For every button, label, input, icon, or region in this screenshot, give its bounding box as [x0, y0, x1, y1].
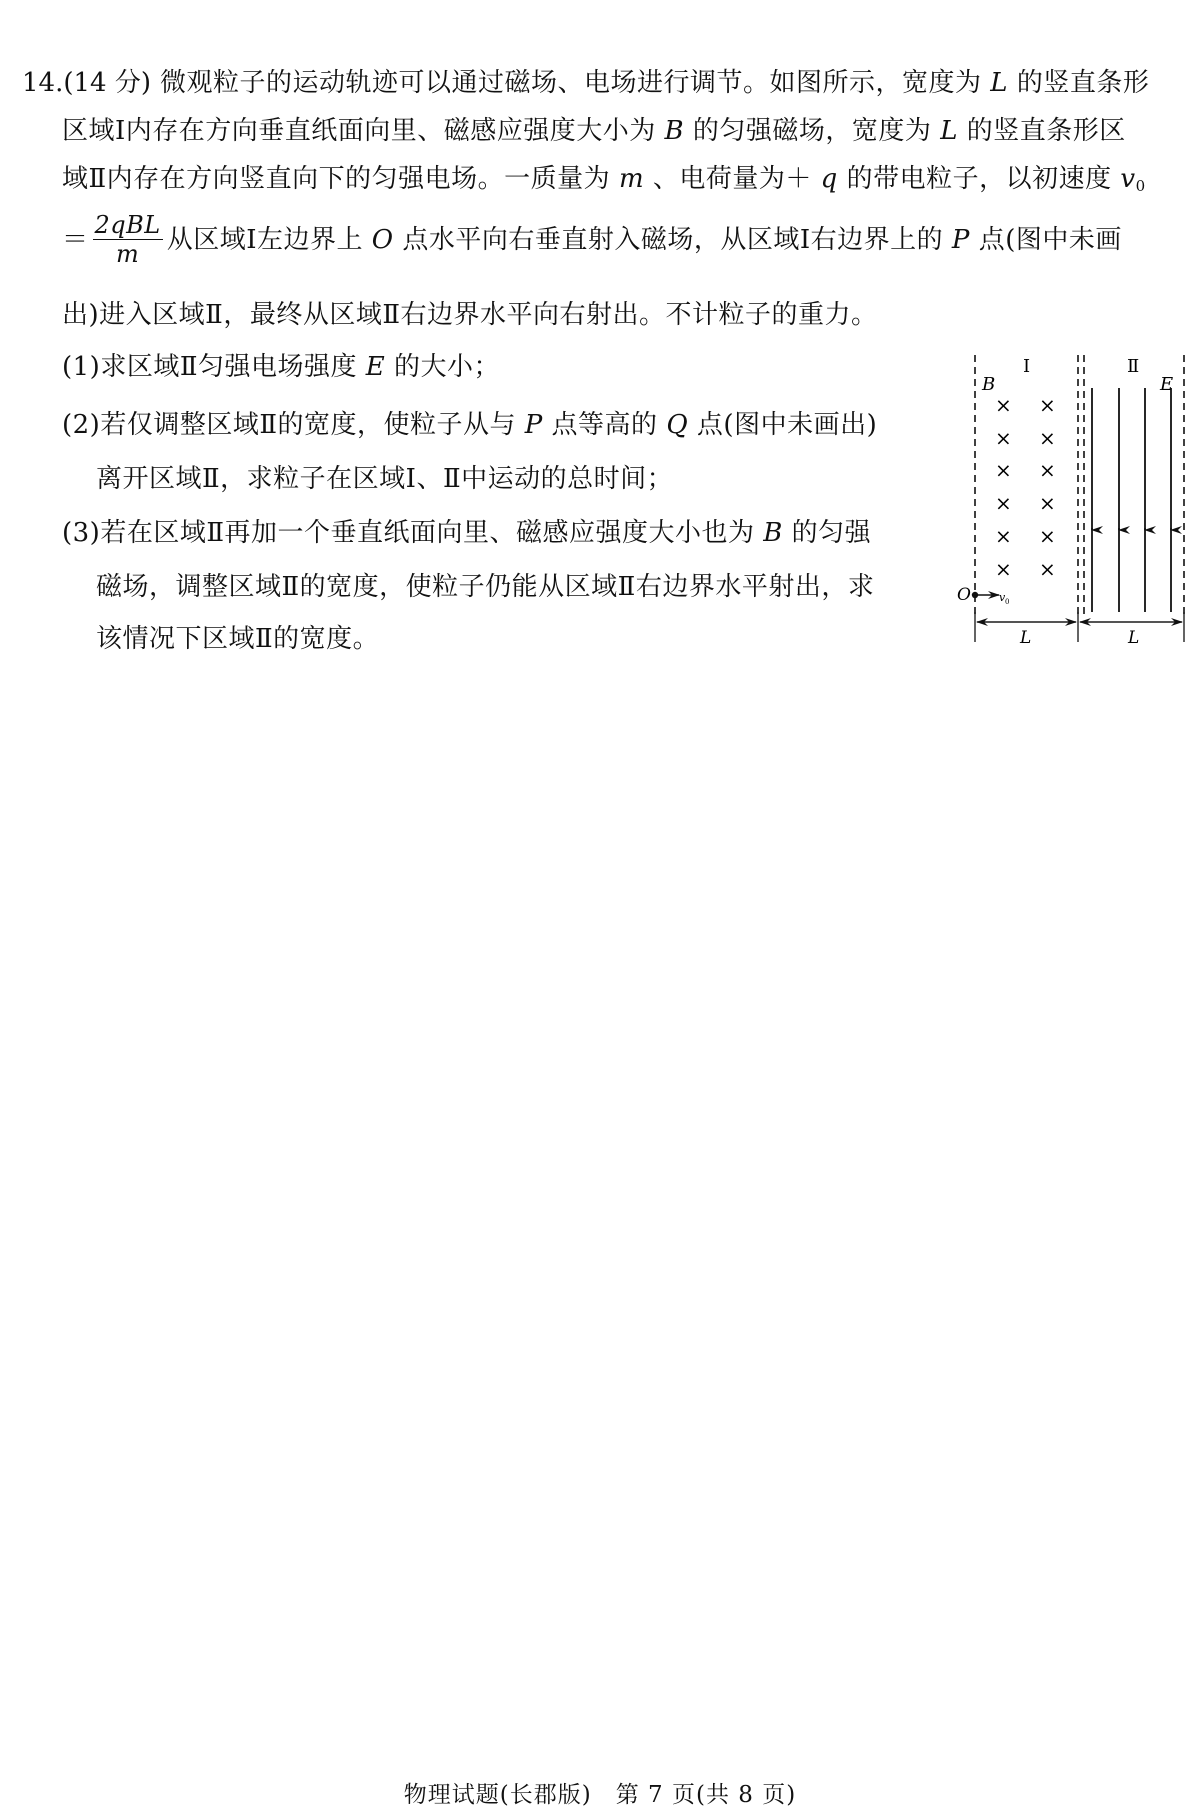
- field-cross: ×: [995, 426, 1012, 450]
- width1-label: L: [1020, 628, 1032, 648]
- field-cross: ×: [995, 524, 1012, 548]
- velocity-subscript: 0: [1005, 598, 1010, 606]
- field-cross: ×: [1039, 557, 1056, 581]
- field-cross: ×: [1039, 393, 1056, 417]
- problem-text-line-5: 出)进入区域Ⅱ，最终从区域Ⅱ右边界水平向右射出。不计粒子的重力。: [62, 300, 878, 330]
- electric-field-lines: [1092, 388, 1171, 612]
- question-2-line-2: 离开区域Ⅱ，求粒子在区域Ⅰ、Ⅱ中运动的总时间；: [96, 464, 674, 494]
- region2-label: Ⅱ: [1127, 356, 1140, 377]
- field-cross: ×: [995, 393, 1012, 417]
- field-cross: ×: [995, 557, 1012, 581]
- question-3-line-3: 该情况下区域Ⅱ的宽度。: [96, 624, 380, 654]
- electric-field-label: E: [1160, 374, 1174, 395]
- field-cross: ×: [1039, 458, 1056, 482]
- problem-text-line-1: 微观粒子的运动轨迹可以通过磁场、电场进行调节。如图所示，宽度为 L 的竖直条形: [160, 68, 1150, 98]
- width2-label: L: [1128, 628, 1140, 648]
- field-cross: ×: [995, 491, 1012, 515]
- velocity-label: v: [999, 591, 1006, 604]
- problem-text-line-3: 域Ⅱ内存在方向竖直向下的匀强电场。一质量为 m 、电荷量为＋ q 的带电粒子，以初速度 $v_0$: [62, 164, 1146, 195]
- magnetic-field-crosses: [995, 393, 1056, 581]
- field-cross: ×: [1039, 524, 1056, 548]
- field-diagram: [955, 350, 1190, 650]
- field-cross: ×: [995, 458, 1012, 482]
- problem-number: 14.(14 分): [22, 68, 151, 98]
- initial-velocity-fraction: $\frac{\text{2qBL}}{m}$: [94, 210, 161, 268]
- origin-label: O: [957, 585, 971, 605]
- question-3-line-1: (3)若在区域Ⅱ再加一个垂直纸面向里、磁感应强度大小也为 B 的匀强: [62, 518, 872, 548]
- region1-label: Ⅰ: [1023, 356, 1031, 377]
- question-2-line-1: (2)若仅调整区域Ⅱ的宽度，使粒子从与 P 点等高的 Q 点(图中未画出): [62, 410, 878, 440]
- question-1: (1)求区域Ⅱ匀强电场强度 E 的大小；: [62, 352, 501, 382]
- field-cross: ×: [1039, 491, 1056, 515]
- question-3-line-2: 磁场，调整区域Ⅱ的宽度，使粒子仍能从区域Ⅱ右边界水平射出，求: [96, 572, 875, 602]
- problem-text-line-4: ＝ $\frac{\text{2qBL}}{m}$ 从区域Ⅰ左边界上 O 点水平向右垂直射入磁场，从区域Ⅰ右边界上的 P 点(图中未画: [62, 210, 1122, 268]
- page-footer: 物理试题(长郡版) 第 7 页(共 8 页): [403, 1782, 797, 1808]
- problem-text-line-2: 区域Ⅰ内存在方向垂直纸面向里、磁感应强度大小为 B 的匀强磁场，宽度为 L 的竖直条形区: [62, 116, 1126, 146]
- field-cross: ×: [1039, 426, 1056, 450]
- magnetic-field-label: B: [982, 374, 996, 395]
